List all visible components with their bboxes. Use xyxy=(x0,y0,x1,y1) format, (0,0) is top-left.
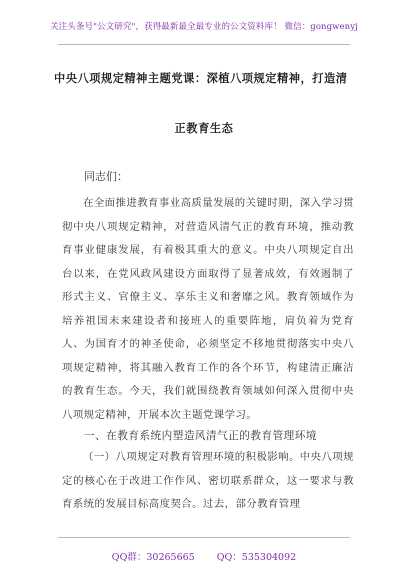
body-paragraph-2: （一）八项规定对教育管理环境的积极影响。中央八项规定的核心在于改进工作作风、密切联系群众，这一要求与教育系统的发展目标高度契合。过去，部分教育管理 xyxy=(62,451,355,510)
section-heading-1: 一、在教育系统内塑造风清气正的教育管理环境 xyxy=(84,430,317,442)
footer-divider xyxy=(58,537,350,538)
header-banner: 关注头条号"公文研究"，获得最新最全最专业的公文资料库！ 微信：gongwenyj xyxy=(50,22,358,32)
header-divider xyxy=(58,44,350,45)
salutation: 同志们： xyxy=(84,170,128,183)
document-title-line1: 中央八项规定精神主题党课：深植八项规定精神，打造清 xyxy=(54,72,348,85)
footer-qq-group: QQ群：30265665 xyxy=(111,552,195,563)
document-title-line2: 正教育生态 xyxy=(174,122,234,135)
body-paragraph-1: 在全面推进教育事业高质量发展的关键时期，深入学习贯彻中央八项规定精神，对营造风清气正的教育环境，推动教育事业健康发展，有着极其重大的意义。中央八项规定自出台以来，在党风政风建设方面取得了显著成效，有效遏制了形式主义、官僚主义、享乐主义和奢靡之风。教育领域作为培养祖国未来建设者和接班人的重要阵地，肩负着为党育人、为国育才的神圣使命，必须坚定不移地贯彻落实中央八项规定精神，将其融入教育工作的各个环节，构建清正廉洁的教育生态。今天，我们就围绕教育领域如何深入贯彻中央八项规定精神，开展本次主题党课学习。 xyxy=(62,197,355,421)
footer-contact xyxy=(0,549,408,563)
footer-qq-number: QQ：535304092 xyxy=(216,552,297,563)
